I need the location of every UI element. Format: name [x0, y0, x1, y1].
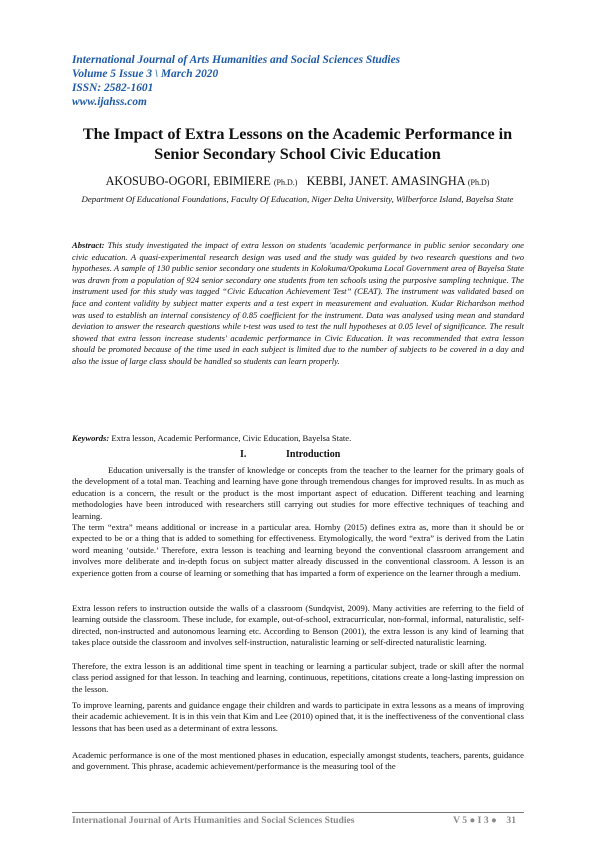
paper-title: The Impact of Extra Lessons on the Academic Performance in Senior Secondary School Civic Education [82, 125, 513, 163]
author-line [60, 174, 535, 189]
section-title: Introduction [286, 449, 341, 460]
footer-issue-page [453, 815, 516, 826]
body-paragraph-1: Education universally is the transfer of knowledge or concepts from the teacher to the learner for the primary goals of the development of a total man. Teaching and learning have gone through tremendous changes for improved results. In as much as education is a concern, the result or the product is the most important aspect of education. Different teaching and learning methodologies have been introduced with researchers still carrying out studies for more effective techniques of teaching and learning. [72, 465, 524, 521]
footer-issue-info: V 5 ● I 3 ● [453, 815, 497, 826]
body-paragraph-4: Therefore, the extra lesson is an additional time spent in teaching or learning a particular subject, trade or skill after the normal class period assigned for that lesson. In teaching and learning, continuous, repetitions, citations create a long-lasting impression on the lesson. [72, 661, 524, 694]
footer-journal-name: International Journal of Arts Humanities and Social Sciences Studies [72, 815, 355, 826]
journal-header [72, 53, 532, 109]
page-footer [72, 812, 524, 827]
keywords [72, 433, 524, 443]
journal-name: International Journal of Arts Humanities and Social Sciences Studies [72, 54, 401, 66]
author-2-degree: (Ph.D) [467, 178, 490, 187]
keywords-text: Extra lesson, Academic Performance, Civic Education, Bayelsa State. [111, 433, 352, 443]
keywords-label: Keywords: [72, 433, 110, 443]
volume-issue: Volume 5 Issue 3 \ March 2020 [72, 68, 219, 80]
body-paragraph-5: To improve learning, parents and guidance engage their children and wards to participate in extra lessons as a means of improving their academic achievement. It is in this vein that Kim and Lee (2010) opined that, it is the ineffectiveness of the conventional class lessons that has been used as a determinant of extra lessons. [72, 700, 524, 733]
abstract-label: Abstract: [72, 240, 105, 250]
abstract [72, 240, 524, 368]
footer-page-number: 31 [506, 815, 516, 826]
section-heading-introduction [72, 449, 524, 465]
abstract-text: This study investigated the impact of extra lesson on students 'academic performance in public senior secondary one civic education. A quasi-experimental research design was used and the study was guided by two research questions and two hypotheses. A sample of 130 public senior secondary one students in Kolokuma/Opokuma Local Government area of Bayelsa State was drawn from a population of 924 senior secondary one students from ten schools using the purposive sampling technique. The instrument used for this study was tagged “Civic Education Achievement Test” (CEAT). The instrument was validated based on face and content validity by subject matter experts and a test expert in measurement and evaluation. Kudar Richardson method was used to establish an internal consistency of 0.85 coefficient for the instrument. Data was analysed using mean and standard deviation to answer the research questions while t-test was used to test the null hypotheses at 0.05 level of significance. The result showed that extra lesson increase students' academic performance in Civic Education. It was recommended that extra lesson should be promoted because of the time used in each subject is limited due to the number of subjects to be covered in a day and also the issue of large class should be handled so students can learn properly. [72, 240, 524, 366]
journal-website-link[interactable]: www.ijahss.com [72, 96, 147, 108]
section-number: I. [240, 449, 247, 460]
body-paragraph-6: Academic performance is one of the most mentioned phases in education, especially amongst students, teachers, parents, guidance and government. This phrase, academic achievement/performance is the measuring tool of the [72, 750, 524, 772]
author-1-name: AKOSUBO-OGORI, EBIMIERE [105, 174, 271, 188]
body-paragraph-3: Extra lesson refers to instruction outside the walls of a classroom (Sundqvist, 2009). Many activities are referring to the field of learning outside the classroom. These include, for example, out-of-school, extracurricular, non-formal, informal, naturalistic, self-directed, non-instructed and autonomous learning etc. According to Benson (2001), the extra lesson is any kind of learning that takes place outside the classroom and involves self-instruction, naturalistic learning or self-directed naturalistic learning. [72, 603, 524, 648]
body-paragraph-2: The term “extra” means additional or increase in a particular area. Hornby (2015) defines extra as, more than it should be or expected to be or a thing that is added to something for effectiveness. Etymologically, the word “extra” is derived from the Latin word meaning ‘outside.’ Therefore, extra lesson is teaching and learning beyond the conventional classroom arrangement and involves more deliberate and in-depth focus on subject matter already discussed in the conventional classroom. A lesson is an experience gotten from a course of learning or something that has imparted a form of experience on the learner through a medium. [72, 522, 524, 578]
author-1-degree: (Ph.D.) [273, 178, 298, 187]
author-2-name: KEBBI, JANET. AMASINGHA [306, 174, 465, 188]
issn: ISSN: 2582-1601 [72, 82, 154, 94]
author-affiliation: Department Of Educational Foundations, Faculty Of Education, Niger Delta University, Wilberforce Island, Bayelsa State [81, 194, 514, 204]
